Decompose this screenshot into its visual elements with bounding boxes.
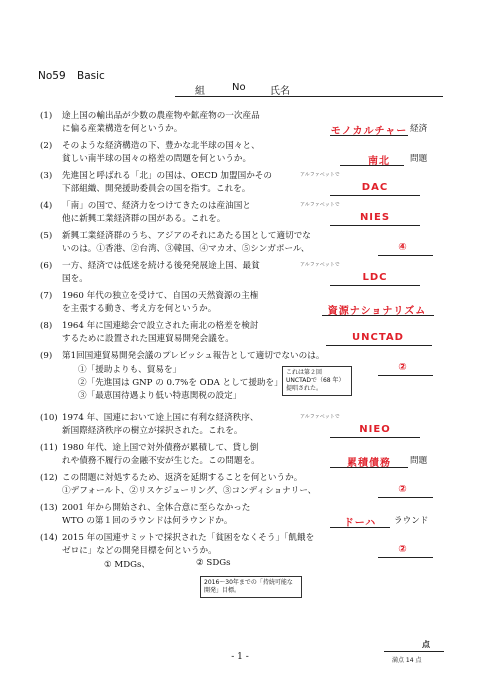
question-number: (11)	[40, 443, 58, 453]
answer-text: DAC	[361, 182, 389, 193]
question-line: WTO の第１回のラウンドは何ラウンドか。	[62, 516, 233, 526]
answer-underline	[378, 557, 433, 558]
answer-text: ②	[398, 484, 408, 495]
question-number: (12)	[40, 473, 58, 483]
answer-underline	[322, 315, 434, 316]
question-line: ①デフォールト、②リスケジューリング、③コンディショナリー、	[62, 486, 317, 496]
answer-text: 南北	[368, 156, 390, 167]
question-line: 新興工業経済群のうち、アジアのそれにあたる国として適切でな	[62, 231, 311, 241]
question-line: 「南」の国で、経済力をつけてきたのは産油国と	[62, 201, 251, 211]
question-number: (3)	[40, 171, 53, 181]
question-number: (6)	[40, 261, 53, 271]
option-2: ② SDGs	[196, 558, 231, 568]
option-1: ① MDGs、	[104, 560, 150, 570]
note-box: これは第２回 UNCTADで（68 年）提唱された。	[282, 366, 352, 396]
answer-underline	[330, 195, 420, 196]
alphabet-hint: アルファベットで	[300, 262, 340, 268]
question-line: 2001 年から開始され、全体合意に至らなかった	[62, 503, 251, 513]
answer-underline	[330, 225, 420, 226]
question-number: (2)	[40, 141, 53, 151]
name-label: 氏名	[270, 86, 290, 97]
question-line: いのは。①香港、②台湾、③韓国、④マカオ、⑤シンガポール、	[62, 244, 310, 254]
page-number: - 1 -	[231, 652, 249, 662]
question-line: を主張する動き、考え方を何というか。	[62, 304, 217, 314]
score-full: 満点 14 点	[392, 657, 422, 664]
answer-underline	[326, 345, 432, 346]
alphabet-hint: アルファベットで	[300, 202, 340, 208]
question-line: 新国際経済秩序の樹立が採択された。これを。	[62, 426, 243, 436]
question-line: 第1回国連貿易開発会議のプレビッシュ報告として適切でないのは。	[62, 351, 325, 361]
question-line: 他に新興工業経済群の国がある。これを。	[62, 214, 226, 224]
answer-underline	[340, 165, 404, 166]
worksheet-number	[38, 70, 105, 82]
question-line: 貧しい南半球の国々の格差の問題を何というか。	[62, 154, 252, 164]
answer-underline	[378, 255, 433, 256]
answer-text: ドーハ	[343, 518, 377, 529]
option-3: ③「最恵国待遇より低い特恵関税の設定」	[78, 391, 242, 401]
question-line: 1960 年代の独立を受けて、自国の天然資源の主権	[62, 291, 259, 301]
question-number: (7)	[40, 291, 53, 301]
question-text	[62, 290, 258, 316]
question-line: 1964 年に国連総会で設立された南北の格差を検討	[62, 321, 259, 331]
question-line: 2015 年の国連サミットで採択された「貧困をなくそう」「飢餓を	[62, 533, 315, 543]
answer-text: モノカルチャー	[330, 126, 408, 137]
question-line: に偏る産業構造を何というか。	[62, 124, 183, 134]
question-text	[62, 350, 324, 363]
question-line: するために設置された国連貿易開発会議を。	[62, 334, 234, 344]
question-text	[62, 320, 258, 346]
question-number: (8)	[40, 321, 53, 331]
answer-suffix: 問題	[410, 456, 428, 466]
question-text	[62, 412, 258, 438]
question-text	[62, 472, 316, 498]
score-label: 点	[422, 639, 430, 649]
answer-text: 累積債務	[347, 458, 391, 469]
question-text	[62, 140, 260, 166]
question-text	[62, 442, 260, 468]
level-text: Basic	[76, 70, 105, 82]
question-number: (9)	[40, 351, 53, 361]
question-number: (13)	[40, 503, 58, 513]
answer-text: ②	[398, 544, 408, 555]
question-line: 1974 年、国連において途上国に有利な経済秩序、	[62, 413, 259, 423]
answer-text: NIEO	[359, 424, 391, 435]
alphabet-hint: アルファベットで	[300, 172, 340, 178]
question-line: ゼロに」などの開発目標を何というか。	[62, 546, 217, 556]
answer-underline	[330, 135, 408, 136]
question-line: れや債務不履行の金融不安が生じた。この問題を。	[62, 456, 260, 466]
question-line: 下部組織、開発援助委員会の国を指す。これを。	[62, 184, 251, 194]
question-text	[62, 110, 260, 136]
question-line: 1980 年代、途上国で対外債務が累積して、貸し倒	[62, 443, 259, 453]
question-text	[62, 230, 311, 256]
question-line: 一方、経済では低迷を続ける後発発展途上国、最貧	[62, 261, 260, 271]
question-line: この問題に対処するため、返済を延期することを何というか。	[62, 473, 303, 483]
question-line: そのような経済構造の下、豊かな北半球の国々と、	[62, 141, 260, 151]
answer-underline	[330, 527, 390, 528]
answer-text: NIES	[359, 212, 391, 223]
option-1: ①「援助よりも、貿易を」	[78, 365, 182, 375]
answer-text: ④	[398, 242, 408, 253]
question-number: (5)	[40, 231, 53, 241]
answer-underline	[330, 467, 408, 468]
answer-suffix: 経済	[410, 124, 428, 134]
question-text	[62, 200, 251, 226]
question-line: 国を。	[62, 274, 88, 284]
question-text	[62, 260, 260, 286]
answer-underline	[330, 285, 420, 286]
answer-suffix: ラウンド	[394, 516, 429, 526]
question-line: 先進国と呼ばれる「北」の国は、OECD 加盟国かその	[62, 171, 272, 181]
question-text	[62, 170, 272, 196]
answer-text: ②	[398, 362, 408, 373]
question-text	[62, 502, 250, 528]
note-box: 2016～30年までの「持続可能な開発」目標。	[200, 576, 302, 598]
question-number: (14)	[40, 533, 58, 543]
header-underline	[175, 96, 443, 97]
answer-underline	[378, 375, 433, 376]
option-2: ②「先進国は GNP の 0.7%を ODA として援助を」	[78, 378, 283, 388]
answer-underline	[378, 497, 433, 498]
answer-text: UNCTAD	[352, 332, 404, 343]
answer-text: 資源ナショナリズム	[327, 306, 427, 317]
question-number: (4)	[40, 201, 53, 211]
class-label: 組	[195, 86, 205, 97]
no-label: No	[232, 82, 246, 93]
alphabet-hint: アルファベットで	[300, 414, 340, 420]
answer-text: LDC	[362, 272, 388, 283]
answer-underline	[330, 437, 420, 438]
question-text	[62, 532, 314, 558]
answer-suffix: 問題	[410, 154, 428, 164]
question-line: 途上国の輸出品が少数の農産物や鉱産物の一次産品	[62, 111, 260, 121]
question-number: (1)	[40, 111, 53, 121]
number-text: No59	[38, 70, 66, 82]
question-number: (10)	[40, 413, 58, 423]
